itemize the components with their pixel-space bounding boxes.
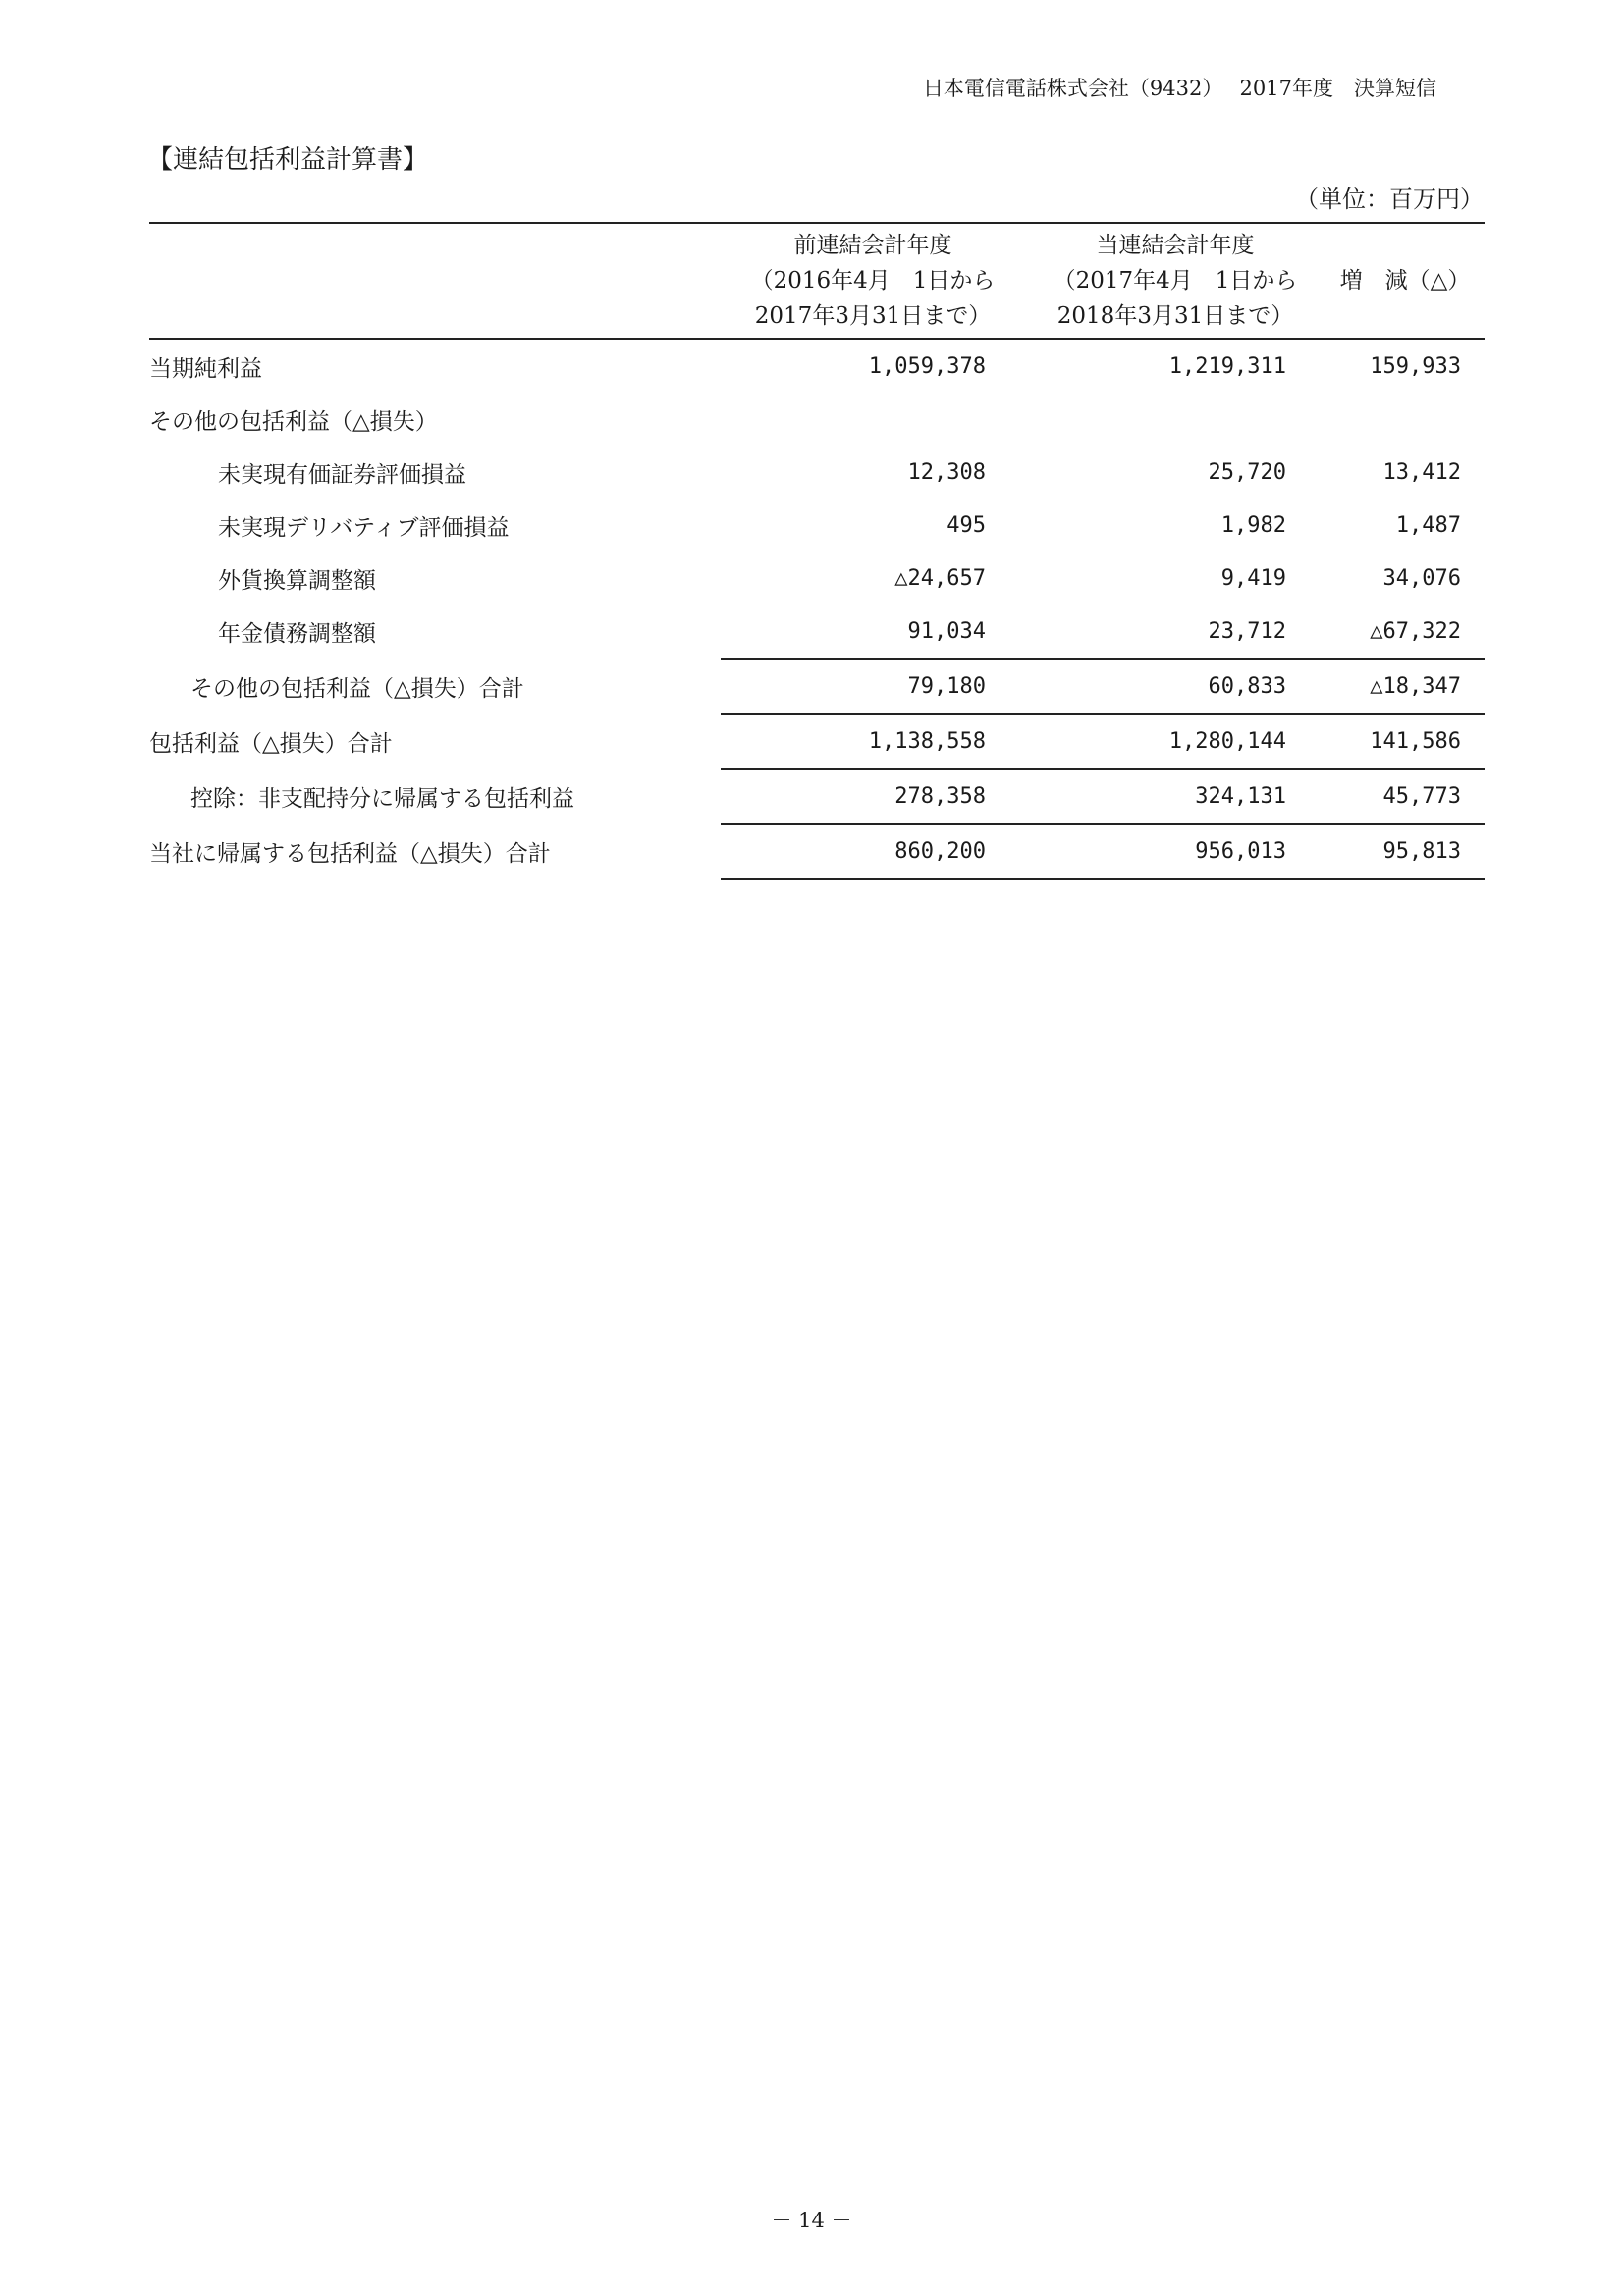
row-label: 外貨換算調整額 <box>218 567 376 594</box>
row-label: 当社に帰属する包括利益（△損失）合計 <box>149 840 551 867</box>
table-row-unrealized-securities <box>149 446 1485 499</box>
row-label: 年金債務調整額 <box>218 621 376 647</box>
change-value: △18,347 <box>1325 659 1485 714</box>
cur-value: 324,131 <box>1025 769 1325 824</box>
comprehensive-income-table <box>149 222 1485 880</box>
cur-value: 1,982 <box>1220 512 1286 538</box>
prev-value: 1,059,378 <box>868 353 986 379</box>
change-value: 13,412 <box>1382 459 1461 485</box>
prev-value: 1,138,558 <box>721 714 1025 769</box>
row-label: 控除：非支配持分に帰属する包括利益 <box>190 785 574 812</box>
table-row-unrealized-derivatives <box>149 499 1485 552</box>
prev-value: 91,034 <box>907 618 986 644</box>
cur-value: 956,013 <box>1025 824 1325 879</box>
cur-value: 1,280,144 <box>1025 714 1325 769</box>
change-value: 159,933 <box>1370 353 1461 379</box>
page-number: － 14 － <box>771 2209 852 2232</box>
row-label: その他の包括利益（△損失）合計 <box>190 675 524 702</box>
unit-note: （単位：百万円） <box>1295 186 1484 213</box>
table-row-fx-translation <box>149 552 1485 605</box>
change-value: 141,586 <box>1325 714 1485 769</box>
cur-value: 1,219,311 <box>1168 353 1286 379</box>
prev-value: 79,180 <box>721 659 1025 714</box>
table-row-attributable-total <box>149 824 1485 879</box>
row-label: その他の包括利益（△損失） <box>149 408 438 435</box>
cur-value: 23,712 <box>1208 618 1286 644</box>
table-row-oci-heading <box>149 393 1485 446</box>
cur-period-end: 2018年3月31日まで） <box>1056 303 1294 329</box>
prev-value: 12,308 <box>907 459 986 485</box>
change-value <box>1325 393 1485 446</box>
prev-period-end: 2017年3月31日まで） <box>754 303 992 329</box>
cur-period-title: 当連結会計年度 <box>1096 233 1255 258</box>
row-label: 包括利益（△損失）合計 <box>149 730 393 757</box>
change-value: 45,773 <box>1325 769 1485 824</box>
cur-value: 9,419 <box>1220 565 1286 591</box>
prev-value: 860,200 <box>721 824 1025 879</box>
prev-value: 495 <box>947 512 986 538</box>
cur-value <box>1025 393 1325 446</box>
cur-value: 25,720 <box>1208 459 1286 485</box>
table-row-comprehensive-total <box>149 714 1485 769</box>
header-prev-period <box>721 223 1025 339</box>
prev-period-title: 前連結会計年度 <box>793 233 952 258</box>
row-label: 当期純利益 <box>149 355 262 382</box>
header-label-cell <box>149 223 721 339</box>
table-row-oci-total <box>149 659 1485 714</box>
change-value: 95,813 <box>1325 824 1485 879</box>
row-label: 未実現有価証券評価損益 <box>218 461 466 488</box>
header-change: 増 減（△） <box>1339 268 1471 294</box>
table-row-pension <box>149 605 1485 659</box>
cur-period-start: （2017年4月 1日から <box>1053 268 1298 294</box>
prev-period-start: （2016年4月 1日から <box>750 268 996 294</box>
section-title: 【連結包括利益計算書】 <box>147 145 429 175</box>
table-row-noncontrolling <box>149 769 1485 824</box>
cur-value: 60,833 <box>1025 659 1325 714</box>
prev-value: △24,657 <box>894 565 986 591</box>
prev-value: 278,358 <box>721 769 1025 824</box>
table-row-net-income <box>149 339 1485 393</box>
row-label: 未実現デリバティブ評価損益 <box>218 514 510 541</box>
prev-value <box>721 393 1025 446</box>
change-value: △67,322 <box>1370 618 1461 644</box>
table-header-row <box>149 223 1485 339</box>
change-value: 34,076 <box>1382 565 1461 591</box>
change-value: 1,487 <box>1395 512 1461 538</box>
document-header: 日本電信電話株式会社（9432） 2017年度 決算短信 <box>922 77 1436 100</box>
header-cur-period <box>1025 223 1325 339</box>
